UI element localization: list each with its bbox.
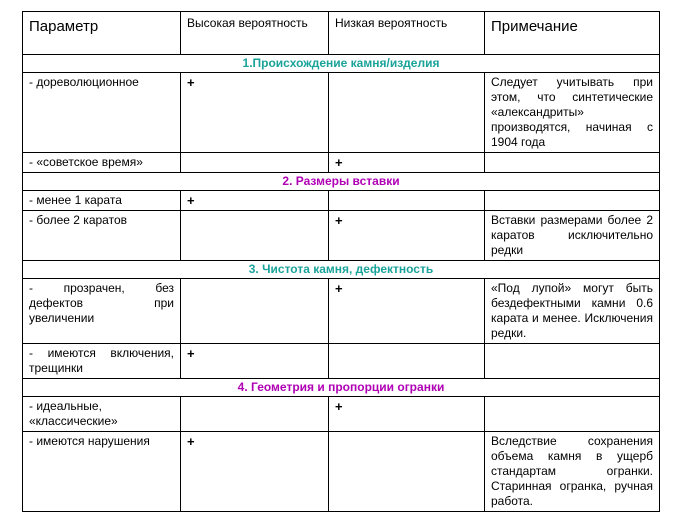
header-parameter: Параметр — [23, 12, 181, 55]
header-row — [23, 12, 660, 55]
note-cell — [485, 344, 660, 379]
low-cell — [329, 191, 485, 211]
table-row — [23, 432, 660, 512]
section-title-clarity: 3. Чистота камня, дефектность — [23, 261, 660, 279]
table-row — [23, 153, 660, 173]
header-low-probability: Низкая вероятность — [329, 12, 485, 55]
high-cell: + — [181, 191, 329, 211]
high-cell — [181, 211, 329, 261]
note-cell: Вследствие сохранения объема камня в ущерб стандартам огранки. Старинная огранка, ручная работа. — [485, 432, 660, 512]
low-cell — [329, 432, 485, 512]
low-cell: + — [329, 397, 485, 432]
low-cell — [329, 73, 485, 153]
high-cell: + — [181, 344, 329, 379]
header-high-probability: Высокая вероятность — [181, 12, 329, 55]
high-cell — [181, 397, 329, 432]
note-cell — [485, 397, 660, 432]
high-cell: + — [181, 73, 329, 153]
table-row — [23, 279, 660, 344]
note-cell — [485, 191, 660, 211]
table-row — [23, 73, 660, 153]
section-title-geometry: 4. Геометрия и пропорции огранки — [23, 379, 660, 397]
low-cell: + — [329, 153, 485, 173]
note-cell: Следует учитывать при этом, что синтетические «александриты» производятся, начиная с 1904 года — [485, 73, 660, 153]
header-note: Примечание — [485, 12, 660, 55]
low-cell: + — [329, 279, 485, 344]
high-cell: + — [181, 432, 329, 512]
param-cell: - идеальные, «классические» — [23, 397, 181, 432]
section-row — [23, 173, 660, 191]
param-cell: - прозрачен, без дефектов при увеличении — [23, 279, 181, 344]
param-cell: - более 2 каратов — [23, 211, 181, 261]
criteria-table — [22, 11, 660, 512]
table-row — [23, 397, 660, 432]
param-cell: - менее 1 карата — [23, 191, 181, 211]
section-row — [23, 261, 660, 279]
note-cell — [485, 153, 660, 173]
low-cell: + — [329, 211, 485, 261]
table-row — [23, 211, 660, 261]
param-cell: - имеются включения, трещинки — [23, 344, 181, 379]
section-row — [23, 55, 660, 73]
note-cell: «Под лупой» могут быть бездефектными камни 0.6 карата и менее. Исключения редки. — [485, 279, 660, 344]
section-title-origin: 1.Происхождение камня/изделия — [23, 55, 660, 73]
param-cell: - имеются нарушения — [23, 432, 181, 512]
note-cell: Вставки размерами более 2 каратов исключительно редки — [485, 211, 660, 261]
high-cell — [181, 153, 329, 173]
table-row — [23, 344, 660, 379]
section-title-size: 2. Размеры вставки — [23, 173, 660, 191]
high-cell — [181, 279, 329, 344]
param-cell: - «советское время» — [23, 153, 181, 173]
param-cell: - дореволюционное — [23, 73, 181, 153]
table-row — [23, 191, 660, 211]
section-row — [23, 379, 660, 397]
low-cell — [329, 344, 485, 379]
